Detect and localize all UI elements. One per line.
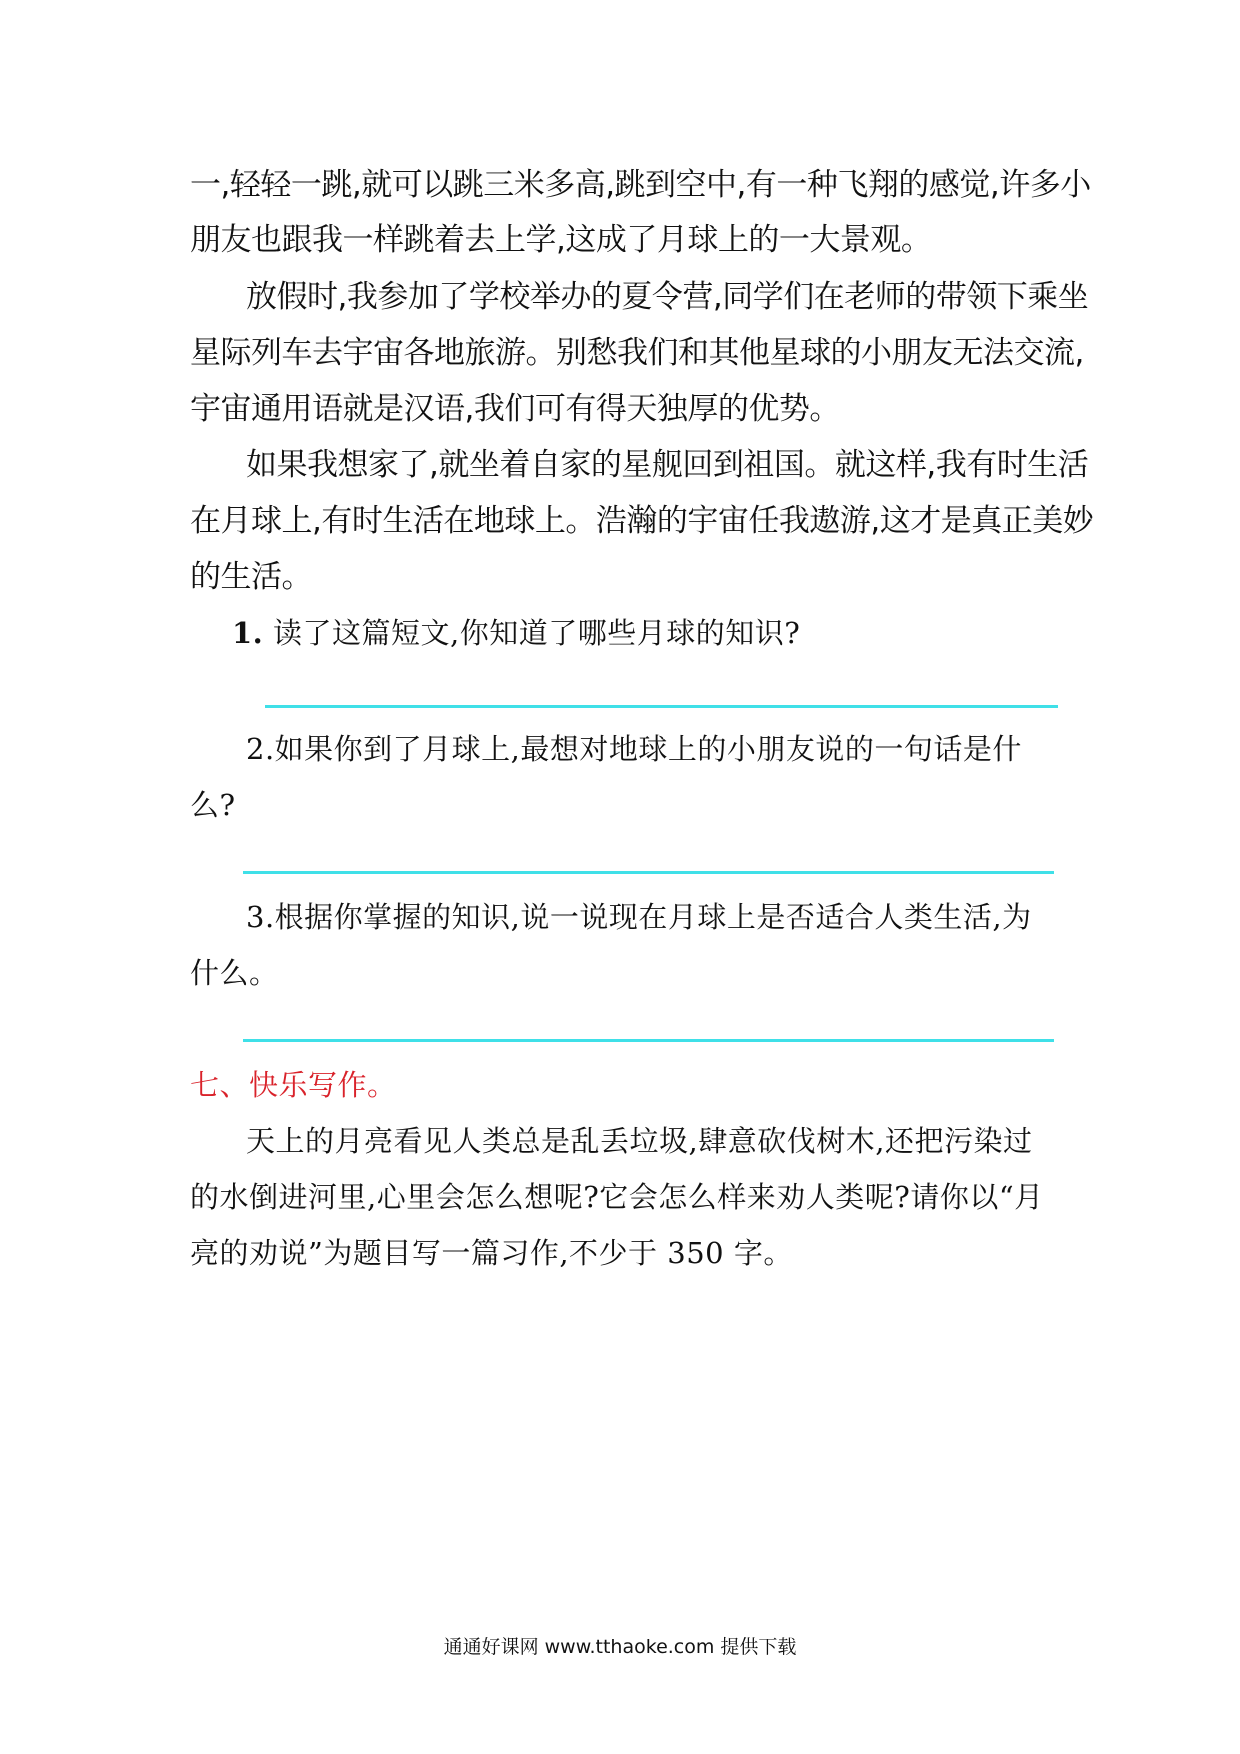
writing-prompt-line: 天上的月亮看见人类总是乱丢垃圾,肆意砍伐树木,还把污染过 — [246, 1124, 1033, 1158]
question-2-continuation: 么? — [190, 788, 236, 822]
question-3 — [246, 897, 1116, 937]
passage-line: 的生活。 — [190, 559, 312, 595]
question-text: 如果你到了月球上,最想对地球上的小朋友说的一句话是什 — [274, 732, 1022, 766]
question-number: 1. — [232, 616, 264, 650]
passage-line: 如果我想家了,就坐着自家的星舰回到祖国。就这样,我有时生活 — [246, 447, 1089, 483]
passage-line: 宇宙通用语就是汉语,我们可有得天独厚的优势。 — [190, 391, 840, 427]
section-heading: 七、快乐写作。 — [190, 1068, 397, 1102]
answer-line-2[interactable] — [243, 871, 1054, 874]
question-3-continuation: 什么。 — [190, 956, 279, 990]
passage-line: 放假时,我参加了学校举办的夏令营,同学们在老师的带领下乘坐 — [246, 279, 1089, 315]
passage-line: 朋友也跟我一样跳着去上学,这成了月球上的一大景观。 — [190, 222, 932, 258]
answer-line-1[interactable] — [265, 705, 1058, 708]
passage-line: 在月球上,有时生活在地球上。浩瀚的宇宙任我遨游,这才是真正美妙 — [190, 503, 1094, 539]
question-text: 根据你掌握的知识,说一说现在月球上是否适合人类生活,为 — [274, 900, 1032, 934]
question-1 — [232, 613, 1102, 653]
passage-line: 星际列车去宇宙各地旅游。别愁我们和其他星球的小朋友无法交流, — [190, 335, 1084, 371]
writing-prompt-line: 的水倒进河里,心里会怎么想呢?它会怎么样来劝人类呢?请你以“月 — [190, 1180, 1044, 1214]
question-2 — [246, 729, 1116, 769]
page-footer: 通通好课网 www.tthaoke.com 提供下载 — [443, 1636, 797, 1658]
question-number: 2. — [246, 732, 275, 766]
passage-line: 一,轻轻一跳,就可以跳三米多高,跳到空中,有一种飞翔的感觉,许多小 — [190, 167, 1091, 203]
writing-prompt-line: 亮的劝说”为题目写一篇习作,不少于 350 字。 — [190, 1236, 793, 1270]
question-text: 读了这篇短文,你知道了哪些月球的知识? — [273, 616, 801, 650]
question-number: 3. — [246, 900, 275, 934]
answer-line-3[interactable] — [243, 1039, 1054, 1042]
